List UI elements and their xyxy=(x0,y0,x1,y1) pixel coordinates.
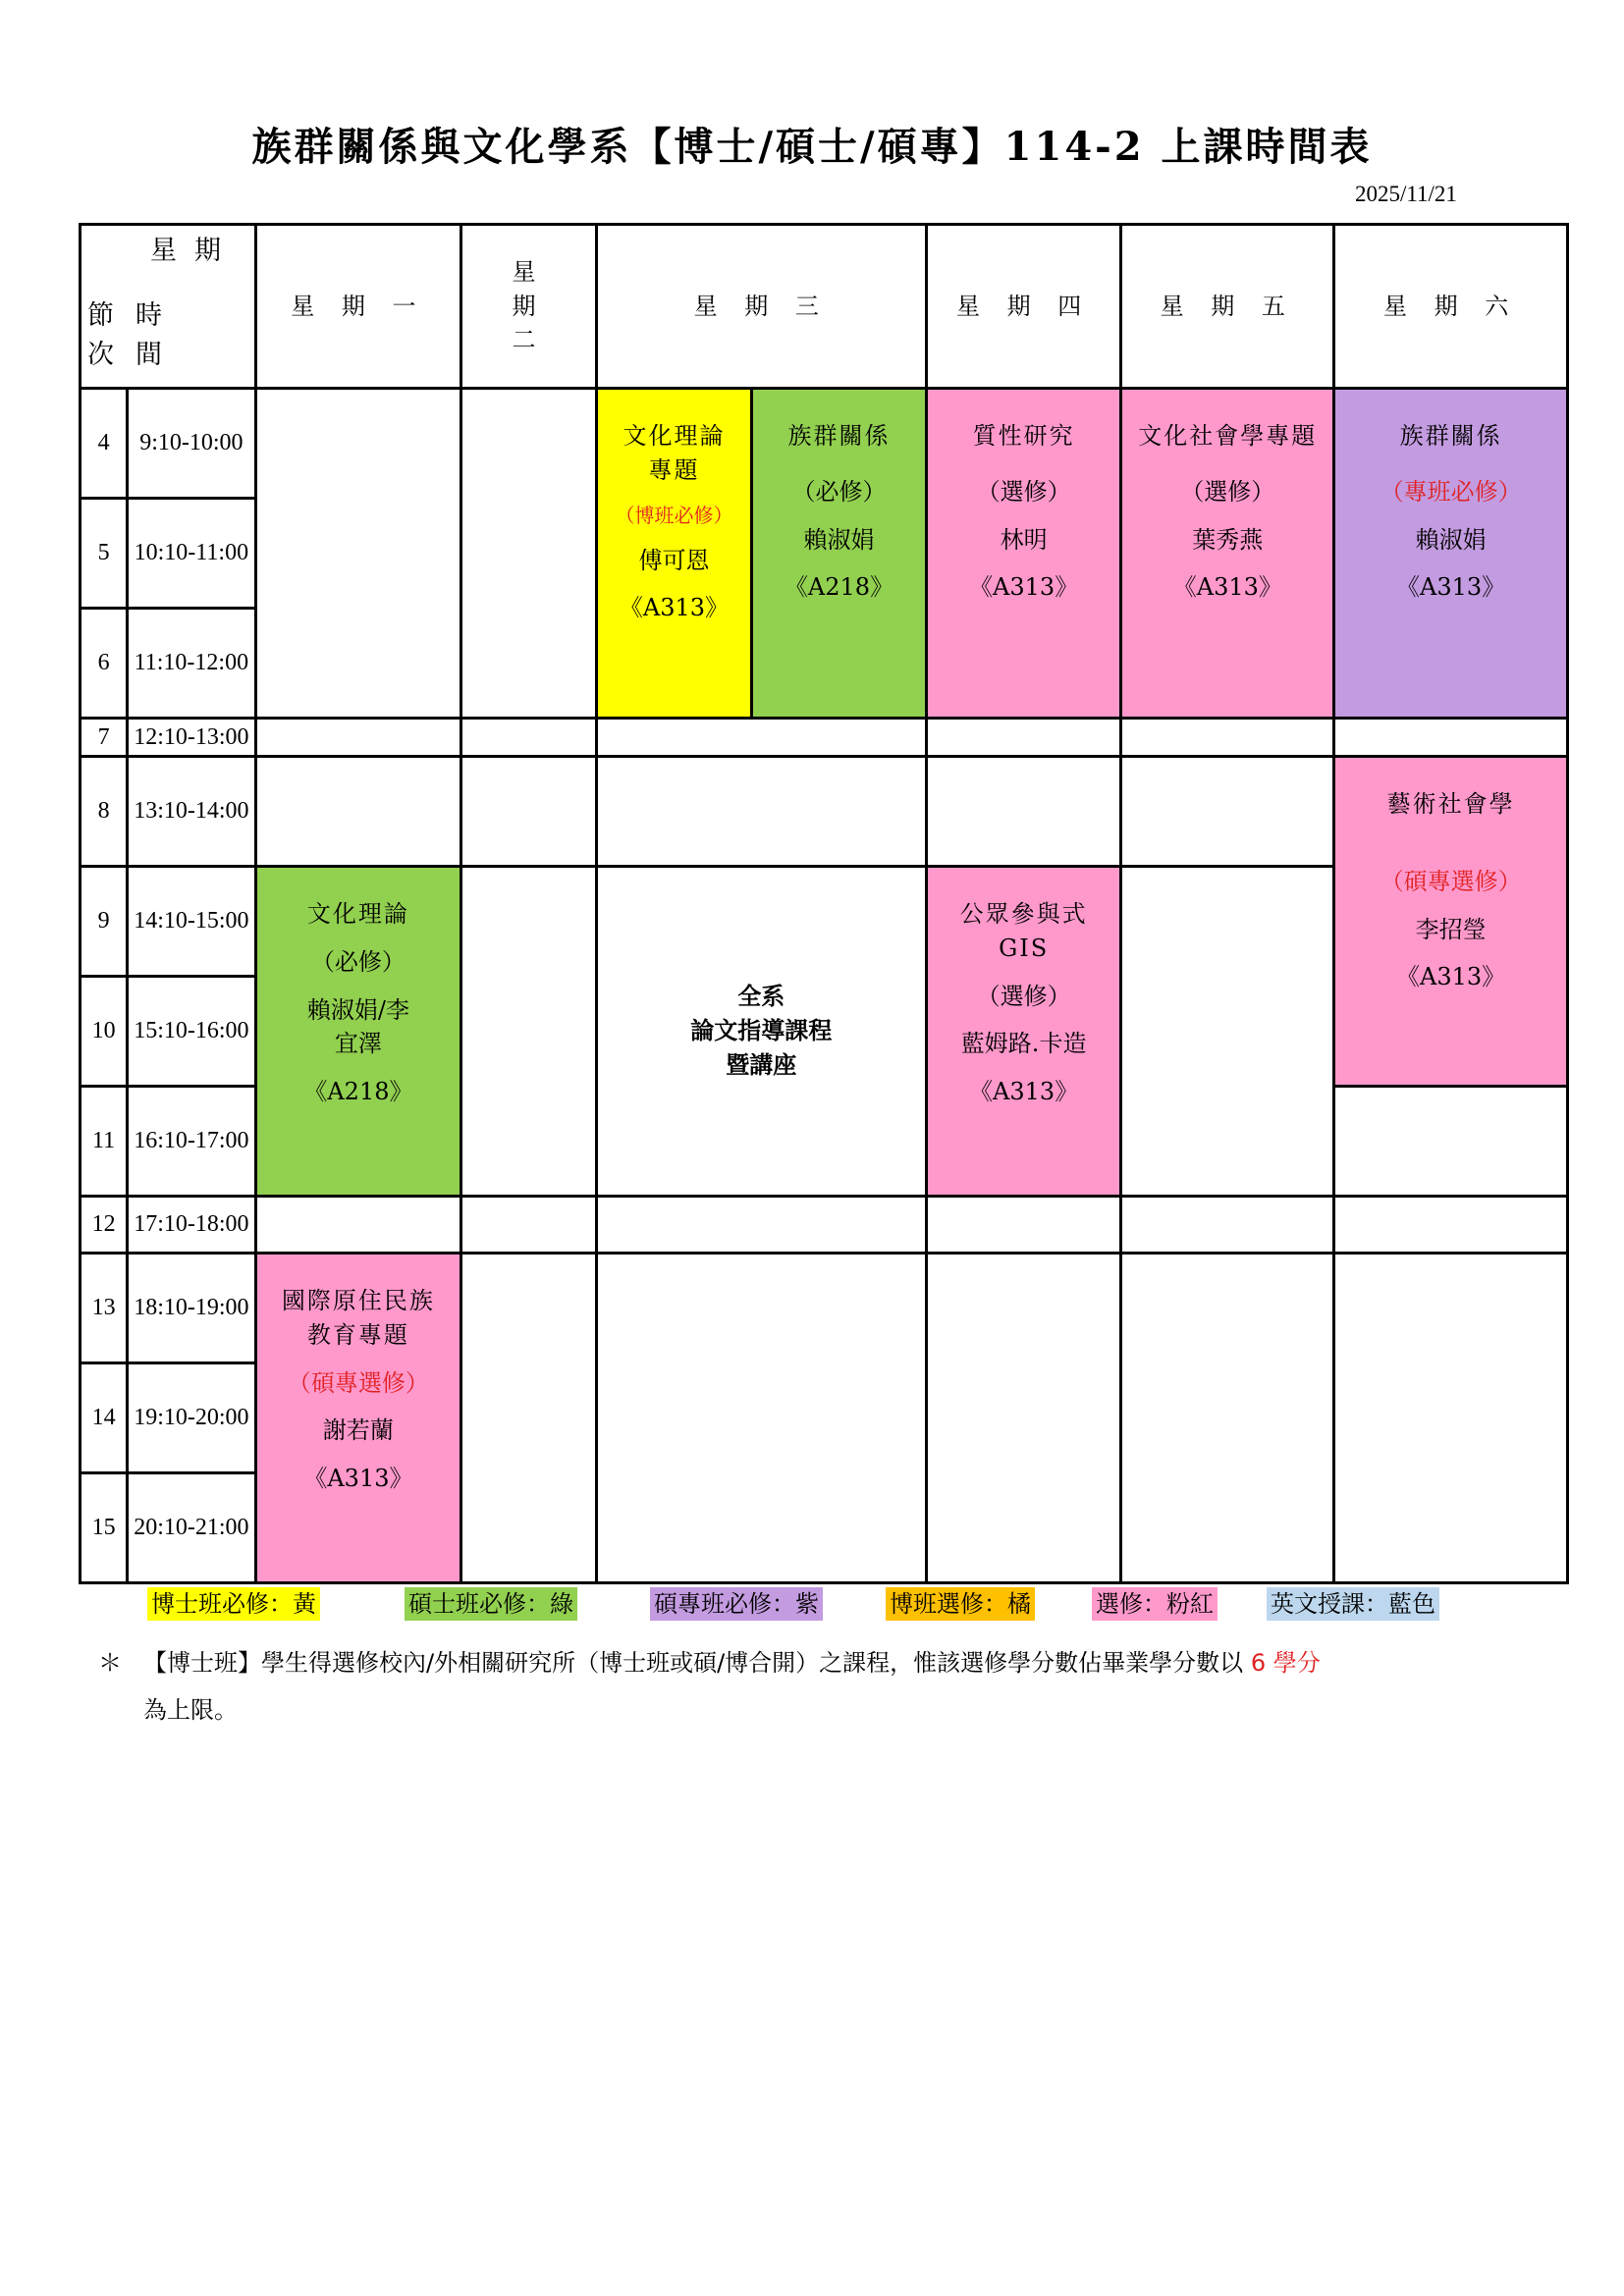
course-room: 《A218》 xyxy=(784,573,894,602)
course-teacher: 謝若蘭 xyxy=(322,1416,394,1445)
period-number: 9 xyxy=(81,867,128,977)
empty-cell xyxy=(461,1197,596,1254)
empty-cell xyxy=(596,1254,926,1583)
empty-cell xyxy=(926,1254,1121,1583)
period-time: 11:10-12:00 xyxy=(128,609,255,719)
course-type: （碩專選修） xyxy=(287,1368,429,1397)
document-date: 2025/11/21 xyxy=(1355,182,1457,206)
day-header-mon: 星 期 一 xyxy=(255,225,461,389)
page-title: 族群關係與文化學系【博士/碩士/碩專】114-2 上課時間表 xyxy=(251,124,1373,170)
course-name: 藝術社會學 xyxy=(1386,790,1515,818)
footnote-part2: 為上限。 xyxy=(143,1696,238,1724)
course-type: （博班必修） xyxy=(615,503,733,527)
footnote-part1: 【博士班】學生得選修校內/外相關研究所（博士班或碩/博合開）之課程，惟該選修學分數佔畢業學分數以 xyxy=(143,1649,1244,1677)
empty-cell xyxy=(1121,757,1334,867)
period-number: 8 xyxy=(81,757,128,867)
empty-cell xyxy=(461,867,596,1197)
course-block xyxy=(1334,757,1568,1087)
course-room: 《A313》 xyxy=(619,594,730,622)
period-number: 14 xyxy=(81,1363,128,1473)
day-header-sat: 星 期 六 xyxy=(1334,225,1568,389)
legend-item: 碩士班必修：綠 xyxy=(405,1587,577,1621)
course-type: （選修） xyxy=(976,982,1071,1010)
empty-cell xyxy=(255,757,461,867)
period-number: 13 xyxy=(81,1254,128,1363)
empty-cell xyxy=(1121,719,1334,757)
course-block xyxy=(255,867,461,1197)
course-type: （必修） xyxy=(310,947,406,976)
corner-cell xyxy=(81,225,256,389)
course-teacher: 藍姆路.卡造 xyxy=(960,1030,1087,1058)
course-block xyxy=(926,389,1121,719)
course-teacher: 林明 xyxy=(1000,525,1048,554)
day-header-wed: 星 期 三 xyxy=(596,225,926,389)
period-row xyxy=(81,1254,1568,1363)
period-time: 20:10-21:00 xyxy=(128,1473,255,1583)
empty-cell xyxy=(1334,1254,1568,1583)
period-number: 6 xyxy=(81,609,128,719)
course-block xyxy=(255,1254,461,1583)
period-time: 16:10-17:00 xyxy=(128,1087,255,1197)
period-time: 17:10-18:00 xyxy=(128,1197,255,1254)
course-type: （專班必修） xyxy=(1380,477,1522,506)
empty-cell xyxy=(596,757,926,867)
course-room: 《A313》 xyxy=(1172,573,1282,602)
course-room: 《A313》 xyxy=(303,1465,413,1493)
empty-cell xyxy=(926,719,1121,757)
period-time: 19:10-20:00 xyxy=(128,1363,255,1473)
empty-cell xyxy=(596,1197,926,1254)
period-number: 7 xyxy=(81,719,128,757)
course-block xyxy=(1334,389,1568,719)
period-number: 4 xyxy=(81,389,128,499)
seminar-line: 全系 xyxy=(737,983,785,1011)
course-teacher: 賴淑娟 xyxy=(803,525,875,554)
course-teacher: 賴淑娟/李宜澤 xyxy=(306,995,409,1058)
period-row xyxy=(81,757,1568,867)
course-block xyxy=(926,867,1121,1197)
course-teacher: 傅可恩 xyxy=(638,546,710,574)
course-teacher: 賴淑娟 xyxy=(1415,525,1487,554)
seminar-line: 論文指導課程 xyxy=(690,1017,833,1045)
empty-cell xyxy=(255,719,461,757)
empty-cell xyxy=(1334,1197,1568,1254)
course-name: 族群關係 xyxy=(787,422,891,450)
day-header-fri: 星 期 五 xyxy=(1121,225,1334,389)
empty-cell xyxy=(461,757,596,867)
period-row xyxy=(81,719,1568,757)
footnote-star: ＊ xyxy=(98,1649,122,1677)
empty-cell xyxy=(255,389,461,719)
empty-cell xyxy=(461,1254,596,1583)
course-name: 文化理論 xyxy=(306,900,409,928)
empty-cell xyxy=(926,1197,1121,1254)
legend-item: 選修：粉紅 xyxy=(1092,1587,1218,1621)
course-room: 《A313》 xyxy=(969,1078,1079,1106)
period-row xyxy=(81,1197,1568,1254)
empty-cell xyxy=(1121,1254,1334,1583)
course-teacher: 李招瑩 xyxy=(1415,915,1487,943)
period-number: 11 xyxy=(81,1087,128,1197)
period-row xyxy=(81,389,1568,499)
header-row xyxy=(81,225,1568,389)
period-time: 15:10-16:00 xyxy=(128,977,255,1087)
seminar-line: 暨講座 xyxy=(726,1050,797,1079)
course-name: 公眾參與式GIS xyxy=(959,900,1088,962)
course-teacher: 葉秀燕 xyxy=(1192,525,1264,554)
day-header-thu: 星 期 四 xyxy=(926,225,1121,389)
course-name: 文化社會學專題 xyxy=(1138,422,1318,450)
period-time: 13:10-14:00 xyxy=(128,757,255,867)
period-number: 15 xyxy=(81,1473,128,1583)
empty-cell xyxy=(461,389,596,719)
period-number: 10 xyxy=(81,977,128,1087)
corner-period-label: 節時 xyxy=(87,300,184,331)
course-name: 國際原住民族教育專題 xyxy=(281,1287,435,1349)
legend-item: 博班選修：橘 xyxy=(886,1587,1035,1621)
course-type: （選修） xyxy=(1180,477,1275,506)
course-block xyxy=(1121,389,1334,719)
period-number: 5 xyxy=(81,499,128,609)
seminar-block xyxy=(596,867,926,1197)
empty-cell xyxy=(1334,719,1568,757)
footnote-highlight: 6 學分 xyxy=(1250,1649,1321,1677)
course-room: 《A313》 xyxy=(1396,573,1506,602)
legend-item: 博士班必修：黃 xyxy=(147,1587,320,1621)
empty-cell xyxy=(1334,1087,1568,1197)
empty-cell xyxy=(596,719,926,757)
period-time: 18:10-19:00 xyxy=(128,1254,255,1363)
course-room: 《A218》 xyxy=(303,1078,413,1106)
course-room: 《A313》 xyxy=(1396,963,1506,991)
corner-slot-label: 次間 xyxy=(87,340,184,370)
day-header-tue: 星 期 二 xyxy=(461,225,596,389)
course-name: 族群關係 xyxy=(1399,422,1502,450)
period-time: 14:10-15:00 xyxy=(128,867,255,977)
legend-item: 英文授課：藍色 xyxy=(1267,1587,1439,1621)
legend-item: 碩專班必修：紫 xyxy=(650,1587,823,1621)
empty-cell xyxy=(926,757,1121,867)
color-legend xyxy=(147,1587,1522,1623)
course-room: 《A313》 xyxy=(969,573,1079,602)
course-type: （必修） xyxy=(791,477,887,506)
timetable xyxy=(79,223,1569,1584)
empty-cell xyxy=(255,1197,461,1254)
empty-cell xyxy=(1121,867,1334,1197)
empty-cell xyxy=(461,719,596,757)
course-name: 文化理論專題 xyxy=(623,422,726,484)
period-number: 12 xyxy=(81,1197,128,1254)
period-time: 10:10-11:00 xyxy=(128,499,255,609)
course-block xyxy=(752,389,927,719)
period-time: 9:10-10:00 xyxy=(128,389,255,499)
course-type: （選修） xyxy=(976,477,1071,506)
course-name: 質性研究 xyxy=(972,422,1075,450)
period-time: 12:10-13:00 xyxy=(128,719,255,757)
course-block xyxy=(596,389,752,719)
corner-week-label: 星期 xyxy=(150,236,239,266)
course-type: （碩專選修） xyxy=(1380,867,1522,895)
footnote-text xyxy=(143,1639,1557,1734)
empty-cell xyxy=(1121,1197,1334,1254)
